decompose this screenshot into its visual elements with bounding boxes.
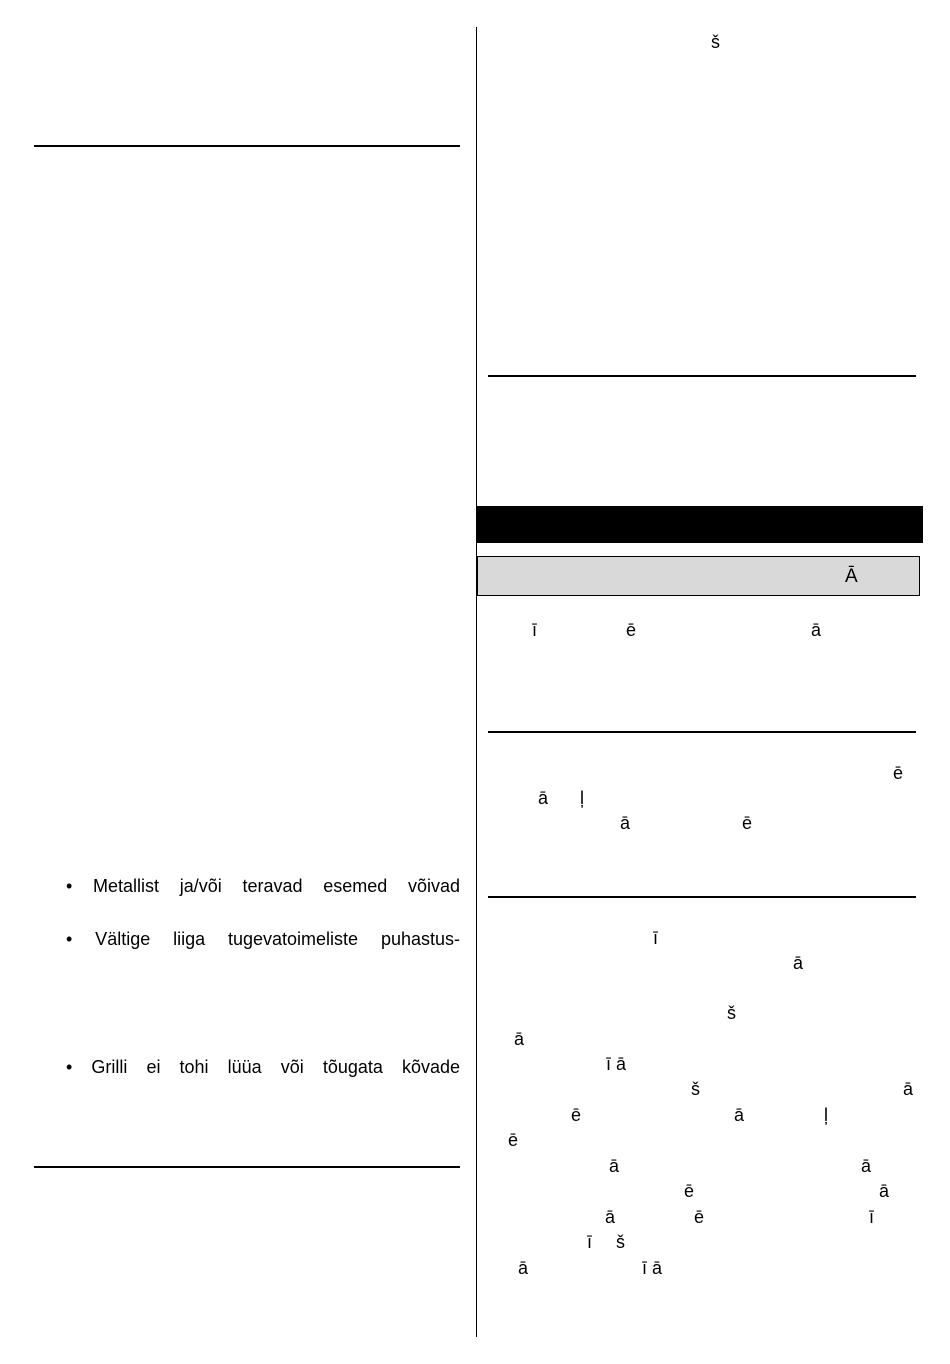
section-header-bar — [477, 506, 923, 543]
text-fragment: š — [711, 32, 720, 52]
text-fragment: ē — [742, 813, 753, 833]
section-rule-left-top — [34, 145, 460, 147]
text-fragment: ā — [538, 788, 549, 808]
text-fragment: ē — [684, 1181, 695, 1201]
section-rule-right-1 — [488, 375, 916, 377]
text-fragment: ī ā — [606, 1054, 627, 1074]
section-rule-right-3 — [488, 896, 916, 898]
text-fragment: ā — [903, 1079, 914, 1099]
text-fragment: ļ — [824, 1105, 828, 1125]
text-fragment: ā — [518, 1258, 529, 1278]
section-rule-right-2 — [488, 731, 916, 733]
text-fragment: ā — [793, 953, 804, 973]
text-fragment: ā — [879, 1181, 890, 1201]
text-fragment: ī — [653, 928, 659, 948]
text-fragment: š — [691, 1079, 700, 1099]
section-rule-left-bottom — [34, 1166, 460, 1168]
text-fragment: ā — [620, 813, 631, 833]
text-fragment: ā — [605, 1207, 616, 1227]
text-fragment: ē — [571, 1105, 582, 1125]
header-text-fragment: Ā — [845, 566, 858, 587]
text-fragment: ā — [514, 1029, 525, 1049]
text-fragment: ī — [587, 1232, 593, 1252]
column-divider — [476, 27, 477, 1337]
text-fragment: š — [727, 1003, 736, 1023]
text-fragment: š — [616, 1232, 625, 1252]
list-item: • Grilli ei tohi lüüa või tõugata kõvade — [66, 1057, 460, 1077]
text-fragment: ā — [811, 620, 822, 640]
list-item: • Vältige liiga tugevatoimeliste puhastus- — [66, 929, 460, 949]
text-fragment: ē — [694, 1207, 705, 1227]
text-fragment: ļ — [580, 788, 584, 808]
text-fragment: ē — [626, 620, 637, 640]
text-fragment: ā — [734, 1105, 745, 1125]
list-item: • Metallist ja/või teravad esemed võivad — [66, 876, 460, 896]
text-fragment: ē — [893, 763, 904, 783]
text-fragment: ē — [508, 1130, 519, 1150]
text-fragment: ā — [861, 1156, 872, 1176]
text-fragment: ī — [532, 620, 538, 640]
text-fragment: ā — [609, 1156, 620, 1176]
text-fragment: ī — [869, 1207, 875, 1227]
text-fragment: ī ā — [642, 1258, 663, 1278]
subsection-header-bar — [477, 556, 920, 596]
